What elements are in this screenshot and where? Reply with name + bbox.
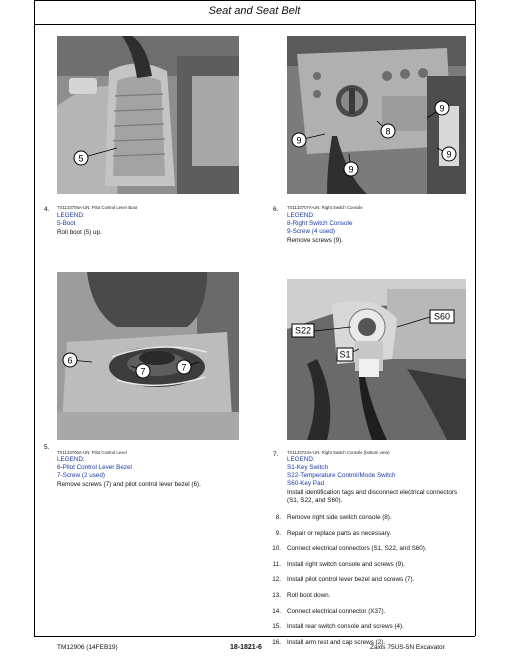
legend-item: 9-Screw (4 used): [287, 228, 335, 235]
legend-item: 5-Boot: [57, 220, 76, 227]
action-line: Remove screws (7) and pilot control lever bezel (6).: [57, 481, 201, 488]
footer-model: Zaxis 75US-5N Excavator: [370, 644, 445, 651]
step-number: 9.: [275, 529, 281, 537]
step-row: [255, 608, 470, 624]
legend-title: LEGEND:: [287, 212, 315, 219]
step-row: [255, 514, 470, 530]
step-number: 15.: [272, 623, 281, 631]
figure-switch-console-bottom-photo: [287, 279, 466, 440]
callout-9-bottom: 9: [348, 164, 354, 175]
step-text: Install arm rest and cap screws (2).: [287, 638, 385, 646]
step-row: [255, 530, 470, 546]
footer-doc-id: TM12906 (14FEB19): [57, 644, 118, 651]
footer-page-number: 18-1821-6: [230, 644, 262, 651]
callout-s22: S22: [294, 325, 312, 336]
step-number: 4.: [44, 206, 50, 213]
legend: [57, 212, 85, 228]
step-number: 11.: [272, 560, 281, 568]
step-text: Roll boot down.: [287, 591, 331, 599]
callout-7-right: 7: [181, 362, 187, 373]
step-text: Connect electrical connectors (S1, S22, and S60).: [287, 545, 427, 553]
legend-item: 6-Pilot Control Lever Bezel: [57, 464, 132, 471]
figure-caption: TX1133705A-UN: Pilot Control Lever Boot: [57, 205, 138, 210]
step-text: Install right switch console and screws (9).: [287, 560, 405, 568]
step-number: 12.: [272, 576, 281, 584]
legend-title: LEGEND:: [57, 212, 85, 219]
step-text: Remove right side switch console (8).: [287, 514, 392, 521]
figure-caption: TX1133707A-UN: Right Switch Console: [287, 205, 363, 210]
action-line: (S1, S22, and S60).: [287, 497, 343, 504]
step-row: [255, 561, 470, 577]
step-number: 6.: [273, 206, 279, 213]
action-text: [287, 237, 343, 245]
step-row: [255, 576, 470, 592]
figure-caption: TX1133724A-UN: Right Switch Console (bottom view): [287, 450, 390, 455]
legend-item: 7-Screw (2 used): [57, 472, 105, 479]
step-number: 13.: [272, 591, 281, 599]
callout-9-top-right: 9: [439, 103, 445, 114]
callout-6: 6: [67, 355, 73, 366]
step-text: Connect electrical connector (X37).: [287, 607, 386, 615]
callout-s60: S60: [433, 311, 451, 322]
legend-title: LEGEND:: [57, 456, 85, 463]
figure-right-switch-console-photo: [287, 36, 466, 194]
action-line: Roll boot (5) up.: [57, 229, 102, 236]
legend-item: S1-Key Switch: [287, 464, 328, 471]
action-text: [287, 489, 457, 505]
legend-item: S60-Key Pad: [287, 480, 325, 487]
action-line: Install identification tags and disconnect electrical connectors: [287, 489, 458, 496]
step-text: Repair or replace parts as necessary.: [287, 529, 392, 537]
callout-s1: S1: [339, 349, 351, 360]
callout-8: 8: [385, 126, 391, 137]
figure-pilot-control-lever-photo: [57, 272, 239, 440]
step-text: Install pilot control lever bezel and screws (7).: [287, 576, 415, 584]
procedure-steps: [255, 514, 470, 654]
legend-item: 8-Right Switch Console: [287, 220, 353, 227]
page-section-title: Seat and Seat Belt: [208, 5, 301, 17]
footer-rule: [34, 636, 475, 637]
callout-7-left: 7: [140, 366, 146, 377]
legend-item: S22-Temperature Control/Mode Switch: [287, 472, 396, 479]
action-text: [57, 229, 102, 237]
callout-5: 5: [78, 153, 84, 164]
step-row: [255, 545, 470, 561]
step-number: 10.: [272, 545, 281, 553]
step-number: 8.: [275, 514, 281, 521]
legend: [57, 456, 132, 480]
step-row: [255, 592, 470, 608]
figure-caption: TX1133706A-UN: Pilot Control Lever: [57, 450, 128, 455]
action-text: [57, 481, 201, 489]
step-number: 14.: [272, 607, 281, 615]
callout-9-left: 9: [296, 135, 302, 146]
legend-title: LEGEND:: [287, 456, 315, 463]
step-number: 7.: [273, 451, 279, 458]
figure-pilot-lever-boot-photo: [57, 36, 239, 194]
legend: [287, 212, 352, 236]
step-number: 5.: [44, 444, 50, 451]
step-number: 16.: [272, 638, 281, 646]
callout-9-right: 9: [446, 149, 452, 160]
step-text: Install rear switch console and screws (4).: [287, 623, 404, 631]
action-line: Remove screws (9).: [287, 237, 343, 244]
legend: [287, 456, 396, 488]
